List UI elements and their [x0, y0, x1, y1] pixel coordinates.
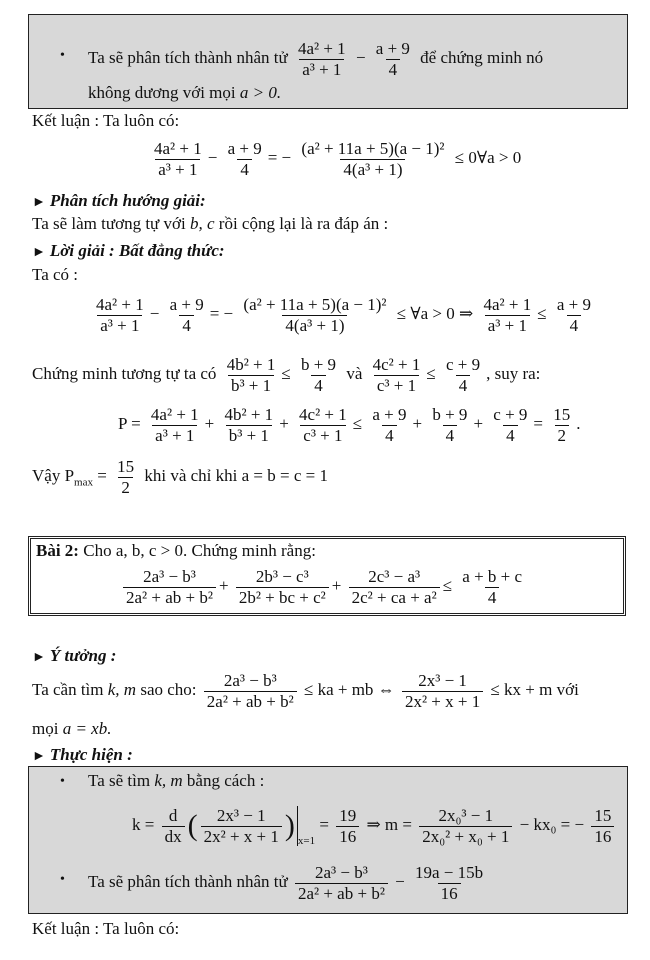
- box1-line1: [88, 34, 543, 82]
- perform-b2-text: Ta sẽ phân tích thành nhân tử: [88, 872, 288, 891]
- bullet-3: •: [60, 872, 65, 887]
- problem-2-header: [36, 540, 316, 562]
- box1-text: Ta sẽ phân tích thành nhân tử: [88, 48, 288, 67]
- box1-frac-2: $\frac{a + 9}{4}$: [375, 38, 410, 79]
- analysis-text: [32, 213, 388, 235]
- sb-frac-1: $\frac{\text{4b² + 1}}{\text{b³ + 1}}$: [226, 354, 276, 395]
- s-frac-4: $\frac{\text{4a² + 1}}{\text{a³ + 1}}$: [483, 294, 532, 335]
- m-eq: ⇒ m =: [366, 815, 412, 834]
- p-frac-b: $\frac{\text{4b² + 1}}{\text{b³ + 1}}$: [224, 404, 274, 445]
- problem-2-formula: $\frac{\text{2a³ − b³}}{\text{2a² + ab + b²}}$ + $\frac{\text{2b³ − c³}}{\text{2b² + bc + c²}}$ + $\frac{\text{2c³ − a³}}{\text{2c² + ca + a²}}$ ≤ $\frac{a + b + c}{4}$: [120, 562, 528, 610]
- p-frac-c: $\frac{\text{4c² + 1}}{\text{c³ + 1}}$: [299, 404, 347, 445]
- conclusion-2-label: Kết luận : Ta luôn có:: [32, 919, 180, 938]
- solution-p-formula: P = $\frac{\text{4a² + 1}}{\text{a³ + 1}}$ + $\frac{\text{4b² + 1}}{\text{b³ + 1}}$ + $\frac{\text{4c² + 1}}{\text{c³ + 1}}$ ≤ $\frac{a + 9}{4}$ + $\frac{b + 9}{4}$ + $\frac{c + 9}{4}$ = $\frac{15}{2}$ .: [118, 404, 581, 445]
- analysis-title: Phân tích hướng giải:: [49, 191, 206, 210]
- s-frac-3: $\frac{\text{(a² + 11a + 5)(a − 1)²}}{\text{4(a³ + 1)}}$: [243, 294, 387, 335]
- conclusion-1-formula: $\frac{\text{4a² + 1}}{\text{a³ + 1}}$ − $\frac{a + 9}{4}$ = − $\frac{\text{(a² + 11a + 5)(a − 1)²}}{\text{4(a³ + 1)}}$ ≤ 0∀a > 0: [148, 134, 521, 182]
- p-label: P =: [118, 414, 141, 433]
- m-frac: $\frac{\text{2x₀³ − 1}}{\text{2x₀² + x₀ + 1}}$: [419, 806, 512, 847]
- d-dx-frac: $\frac{d}{dx}$: [162, 806, 185, 847]
- box1-line2-text: không dương với mọi: [88, 83, 236, 102]
- p2-frac-rhs: $\frac{a + b + c}{4}$: [462, 566, 523, 607]
- c1-frac-2: $\frac{a + 9}{4}$: [227, 138, 262, 179]
- idea-tail: ≤ kx + m: [490, 680, 553, 699]
- analysis-text-b: rồi cộng lại là ra đáp án :: [218, 214, 389, 233]
- idea-frac-2: $\frac{\text{2x³ − 1}}{\text{2x² + x + 1}}$: [402, 671, 483, 712]
- box1-line2: [88, 82, 281, 104]
- perform-b1-vars: k, m: [154, 771, 183, 790]
- analysis-vars: b, c: [189, 214, 215, 233]
- idea-mid: ≤ ka + mb ⇔: [304, 680, 395, 699]
- minus-sign: −: [355, 48, 366, 67]
- s-frac-5: $\frac{a + 9}{4}$: [556, 294, 591, 335]
- inner-frac: $\frac{\text{2x³ − 1}}{\text{2x² + x + 1}}$: [201, 806, 282, 847]
- eval-point: x=1: [297, 835, 316, 847]
- suyra-text: , suy ra:: [486, 364, 541, 383]
- solution-taco: Ta có :: [32, 265, 79, 284]
- perform-k-formula: k = $\frac{d}{dx}$ ( $\frac{\text{2x³ − 1}}{\text{2x² + x + 1}}$ ) $_{x=1}$ = $\frac{19}{16}$ ⇒ m = $\frac{\text{2x₀³ − 1}}{\text{2x₀² + x₀ + 1}}$ − kx₀ = − $\frac{15}{16}$: [132, 798, 617, 853]
- pmax-symbol: P: [64, 466, 75, 485]
- problem-2-label: Bài 2:: [36, 541, 79, 560]
- box1-line2-math: a > 0.: [239, 83, 282, 102]
- idea-sao: sao cho:: [140, 680, 197, 699]
- perform-title: Thực hiện :: [49, 745, 133, 764]
- perform-b2: [88, 858, 489, 906]
- c1-tail: ≤ 0∀a > 0: [454, 148, 522, 167]
- b2-minus: −: [395, 872, 405, 891]
- p-frac-e: $\frac{b + 9}{4}$: [432, 404, 468, 445]
- idea-formula: [32, 666, 579, 714]
- p-frac-f: $\frac{c + 9}{4}$: [493, 404, 528, 445]
- p-frac-a: $\frac{\text{4a² + 1}}{\text{a³ + 1}}$: [150, 404, 199, 445]
- solution-title: Lời giải : Bất đẳng thức:: [49, 241, 225, 260]
- sb-frac-2: $\frac{b + 9}{4}$: [300, 354, 337, 395]
- end-frac: $\frac{15}{16}$: [591, 806, 614, 847]
- conclusion-1-label: Kết luận : Ta luôn có:: [32, 111, 180, 130]
- c1-frac-1: $\frac{\text{4a² + 1}}{\text{a³ + 1}}$: [154, 138, 202, 179]
- pmax-frac: $\frac{15}{2}$: [117, 456, 135, 497]
- s-mid: ≤ ∀a > 0 ⇒: [396, 304, 474, 323]
- analysis-heading: [32, 190, 206, 214]
- box1-text-after: để chứng minh nó: [420, 48, 544, 67]
- vay-text: Vậy: [32, 466, 61, 485]
- p-frac-d: $\frac{a + 9}{4}$: [372, 404, 407, 445]
- idea-text: Ta cần tìm: [32, 680, 104, 699]
- triangle-marker-icon: ►: [32, 650, 46, 665]
- idea-frac-1: $\frac{\text{2a³ − b³}}{\text{2a² + ab + b²}}$: [204, 671, 297, 712]
- similar-text: Chứng minh tương tự ta có: [32, 364, 217, 383]
- p2-frac-3: $\frac{\text{2c³ − a³}}{\text{2c² + ca + a²}}$: [349, 567, 440, 608]
- perform-b1: [88, 770, 264, 792]
- when-text: khi và chỉ khi: [144, 466, 238, 485]
- idea-line2-text: mọi: [32, 719, 59, 738]
- solution-heading: [32, 240, 225, 264]
- b2-frac-2: $\frac{19a - 15b}{16}$: [415, 862, 484, 903]
- idea-voi: với: [556, 680, 579, 699]
- p2-frac-2: $\frac{\text{2b³ − c³}}{\text{2b² + bc + c²}}$: [236, 567, 329, 608]
- sc-frac-2: $\frac{c + 9}{4}$: [445, 354, 481, 395]
- perform-b1-tail: bằng cách :: [186, 771, 265, 790]
- triangle-marker-icon: ►: [32, 749, 46, 764]
- sc-frac-1: $\frac{\text{4c² + 1}}{\text{c³ + 1}}$: [372, 354, 421, 395]
- k-eq: k =: [132, 815, 155, 834]
- idea-line2: [32, 718, 111, 740]
- problem-2-cond: a, b, c > 0. Chứng minh rằng:: [115, 541, 316, 560]
- solution-formula-1: $\frac{\text{4a² + 1}}{\text{a³ + 1}}$ − $\frac{a + 9}{4}$ = − $\frac{\text{(a² + 11a + 5)(a − 1)²}}{\text{4(a³ + 1)}}$ ≤ ∀a > 0 ⇒ $\frac{\text{4a² + 1}}{\text{a³ + 1}}$ ≤ $\frac{a + 9}{4}$: [90, 290, 597, 338]
- and-text: và: [346, 364, 363, 383]
- idea-line2-math: a = xb.: [62, 719, 112, 738]
- bullet-2: •: [60, 774, 65, 789]
- perform-heading: [32, 744, 133, 768]
- p-frac-end: $\frac{15}{2}$: [553, 404, 571, 445]
- b2-frac-1: $\frac{\text{2a³ − b³}}{\text{2a² + ab + b²}}$: [295, 863, 388, 904]
- solution-similar: Chứng minh tương tự ta có $\frac{\text{4b² + 1}}{\text{b³ + 1}}$ ≤ $\frac{b + 9}{4}$ và $\frac{\text{4c² + 1}}{\text{c³ + 1}}$ ≤ $\frac{c + 9}{4}$ , suy ra:: [32, 354, 541, 395]
- equality-condition: a = b = c = 1: [241, 466, 328, 485]
- box1-frac-1: $\frac{\text{4a² + 1}}{\text{a³ + 1}}$: [297, 38, 346, 79]
- p2-frac-1: $\frac{\text{2a³ − b³}}{\text{2a² + ab + b²}}$: [123, 567, 216, 608]
- s-frac-2: $\frac{a + 9}{4}$: [169, 294, 204, 335]
- kx-term: − kx₀ = −: [519, 815, 585, 834]
- problem-2-text: Cho: [83, 541, 112, 560]
- idea-vars: k, m: [107, 680, 137, 699]
- idea-title: Ý tưởng :: [49, 646, 117, 665]
- pmax-sub: max: [74, 476, 93, 489]
- r-frac: $\frac{19}{16}$: [336, 806, 359, 847]
- solution-conclusion: Vậy $P_{max}$ = $\frac{15}{2}$ khi và chỉ khi a = b = c = 1: [32, 456, 328, 497]
- triangle-marker-icon: ►: [32, 195, 46, 210]
- c1-frac-3: $\frac{\text{(a² + 11a + 5)(a − 1)²}}{\text{4(a³ + 1)}}$: [301, 138, 445, 179]
- triangle-marker-icon: ►: [32, 245, 46, 260]
- s-frac-1: $\frac{\text{4a² + 1}}{\text{a³ + 1}}$: [96, 294, 144, 335]
- bullet-1: •: [60, 48, 65, 63]
- perform-b1-text: Ta sẽ tìm: [88, 771, 151, 790]
- analysis-text-a: Ta sẽ làm tương tự với: [32, 214, 186, 233]
